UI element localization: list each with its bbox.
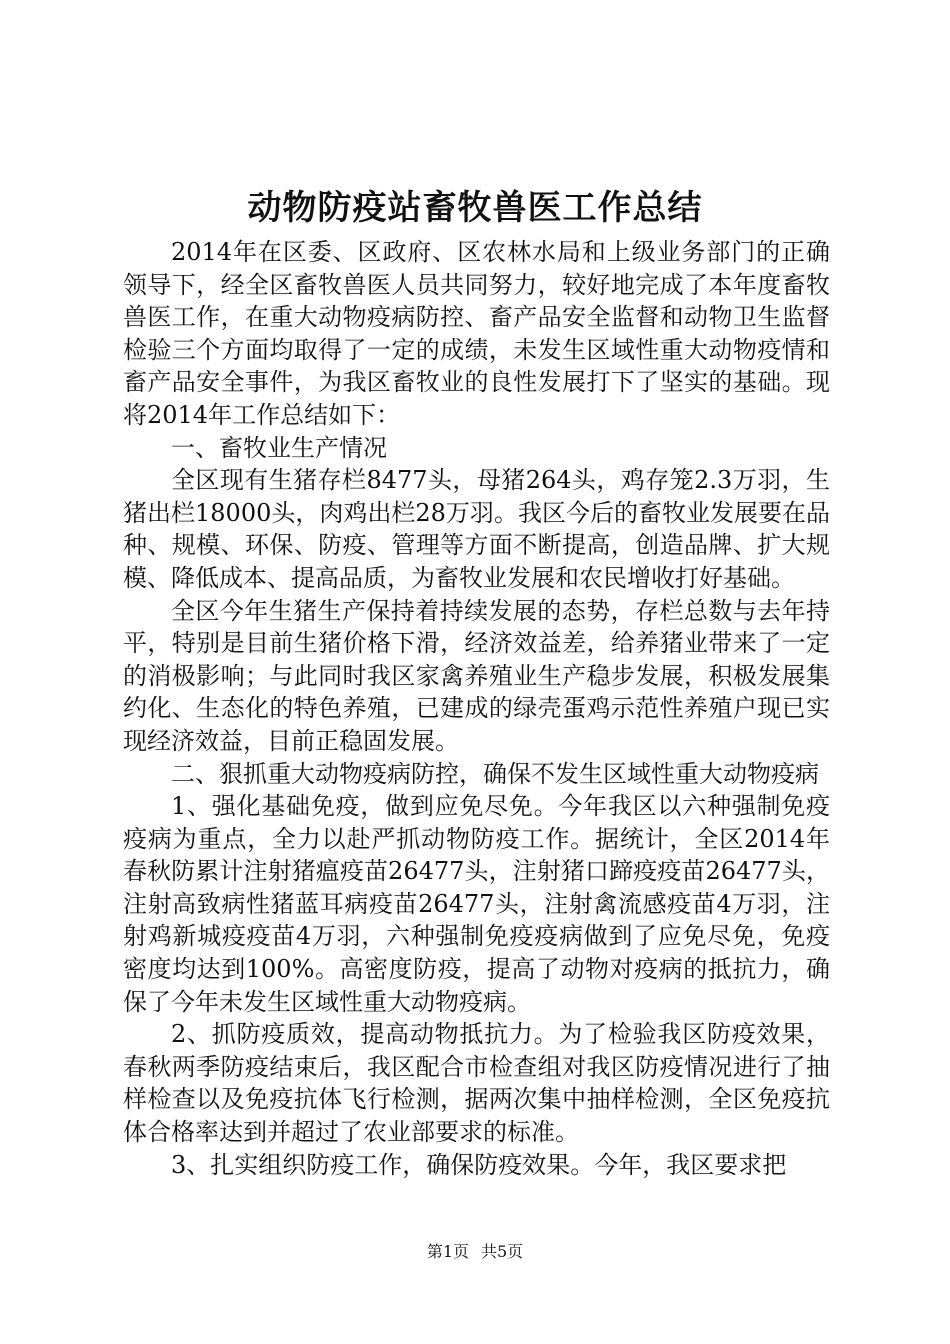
page-number: 第1页 [426,1242,469,1261]
section-heading-2: 二、狠抓重大动物疫病防控，确保不发生区域性重大动物疫病 [171,759,819,788]
paragraph-immunization: 1、强化基础免疫，做到应免尽免。今年我区以六种强制免疫疫病为重点，全力以赴严抓动物防疫工作。据统计，全区2014年春秋防累计注射猪瘟疫苗26477头，注射猪口蹄疫疫苗26477头，注射高致病性猪蓝耳病疫苗26477头，注射禽流感疫苗4万羽，注射鸡新城疫疫苗4万羽，六种强制免疫疫病做到了应免尽免，免疫密度均达到100%。高密度防疫，提高了动物对疫病的抵抗力，确保了今年未发生区域性重大动物疫病。 [123,792,830,1016]
paragraph-quality-check: 2、抓防疫质效，提高动物抵抗力。为了检验我区防疫效果，春秋两季防疫结束后，我区配合市检查组对我区防疫情况进行了抽样检查以及免疫抗体飞行检测，据两次集中抽样检测，全区免疫抗体合格率达到并超过了农业部要求的标准。 [123,1020,830,1147]
section-heading-1: 一、畜牧业生产情况 [171,433,387,462]
paragraph-livestock-stats: 全区现有生猪存栏8477头，母猪264头，鸡存笼2.3万羽，生猪出栏18000头，肉鸡出栏28万羽。我区今后的畜牧业发展要在品种、规模、环保、防疫、管理等方面不断提高，创造品牌、扩大规模、降低成本、提高品质，为畜牧业发展和农民增收打好基础。 [123,466,830,592]
document-title: 动物防疫站畜牧兽医工作总结 [247,188,703,228]
document-body [123,236,830,1181]
paragraph-organization: 3、扎实组织防疫工作，确保防疫效果。今年，我区要求把 [171,1150,787,1179]
paragraph-pig-production: 全区今年生猪生产保持着持续发展的态势，存栏总数与去年持平，特别是目前生猪价格下滑，经济效益差，给养猪业带来了一定的消极影响；与此同时我区家禽养殖业生产稳步发展，积极发展集约化、生态化的特色养殖，已建成的绿壳蛋鸡示范性养殖户现已实现经济效益，目前正稳固发展。 [123,596,830,755]
paragraph-intro: 2014年在区委、区政府、区农林水局和上级业务部门的正确领导下，经全区畜牧兽医人员共同努力，较好地完成了本年度畜牧兽医工作，在重大动物疫病防控、畜产品安全监督和动物卫生监督检验三个方面均取得了一定的成绩，未发生区域性重大动物疫情和畜产品安全事件，为我区畜牧业的良性发展打下了坚实的基础。现将2014年工作总结如下： [123,238,830,429]
page-total: 共5页 [481,1242,524,1261]
page-footer [0,1240,950,1264]
